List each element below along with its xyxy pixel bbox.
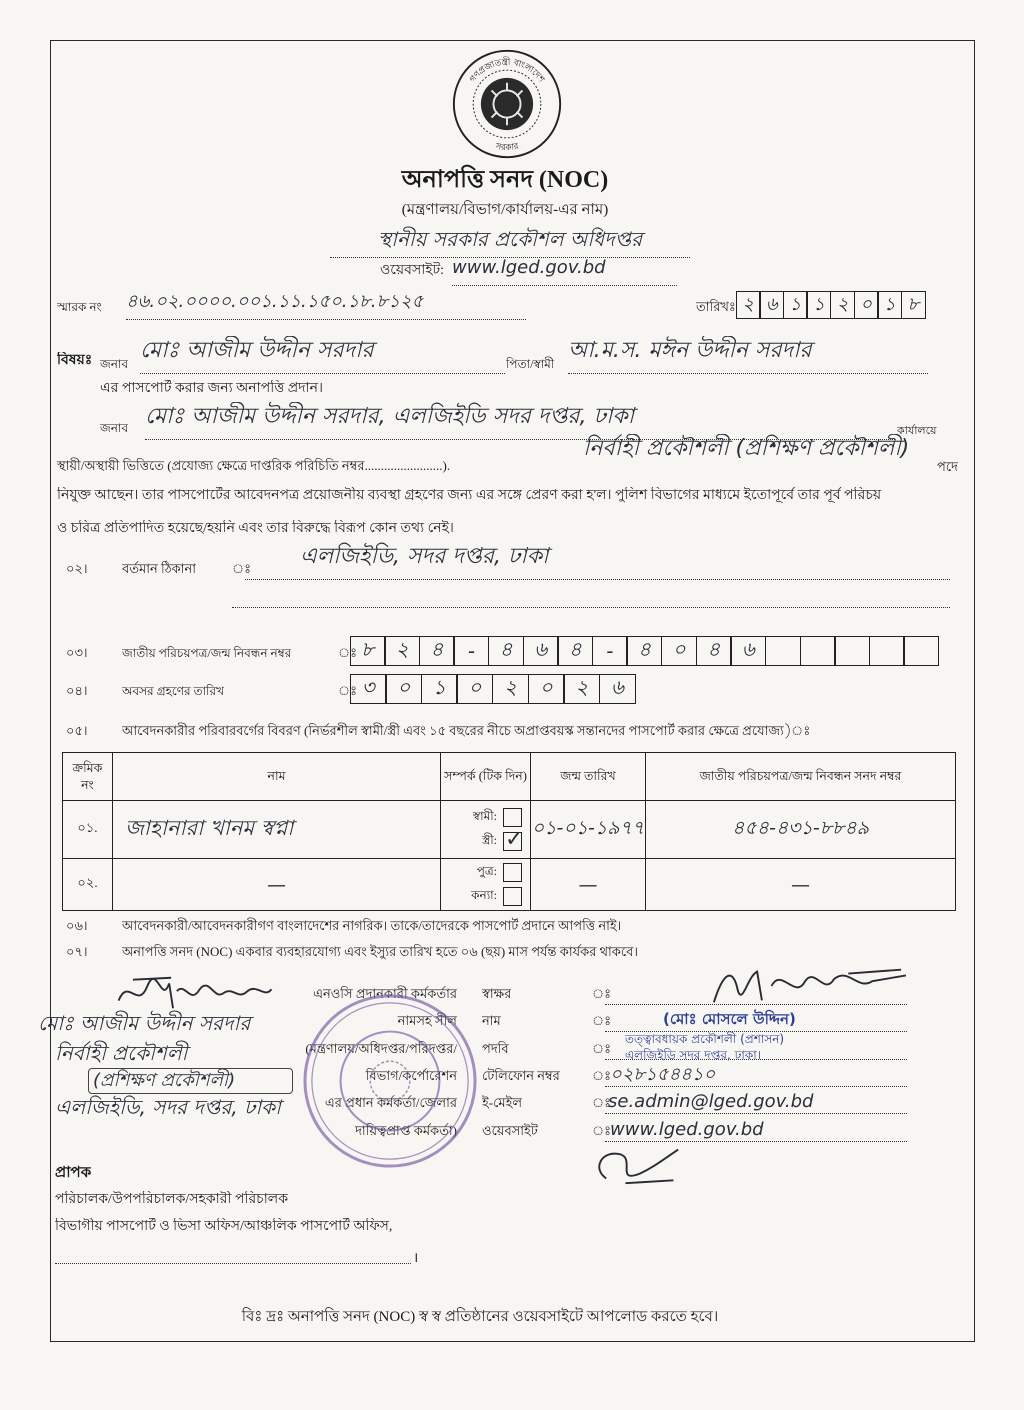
field-colon: ঃ <box>592 986 612 1001</box>
date-boxes <box>737 291 926 319</box>
date-digit-box: ২ <box>736 291 761 319</box>
dob-cell: — <box>531 859 646 911</box>
designation: নির্বাহী প্রকৌশলী (প্রশিক্ষণ প্রকৌশলী) <box>583 436 910 461</box>
retirement-colon: ঃ <box>338 683 358 698</box>
seal-top-text-path: গণপ্রজাতন্ত্রী বাংলাদেশ <box>468 57 546 85</box>
body-mr-label: জনাব <box>100 421 129 435</box>
relation-label: স্ত্রী: <box>481 832 497 847</box>
stamp-outer-ring <box>305 996 475 1166</box>
office-suffix: কার্যালয়ে <box>897 425 937 437</box>
relation-checkbox <box>503 887 522 906</box>
relation-checkbox <box>503 832 522 851</box>
date-digit-box: ১ <box>806 291 831 319</box>
stamp-ring <box>312 1003 468 1159</box>
field-colon: ঃ <box>592 1041 612 1056</box>
member-name-cell: — <box>113 859 441 911</box>
serial-header: ক্রমিক নং <box>63 753 113 801</box>
nid-digit-box: ৮ <box>350 636 386 666</box>
validity-statement: অনাপত্তি সনদ (NOC) একবার ব্যবহারযোগ্য এবং ইস্যুর তারিখ হতে ০৬ (ছয়) মাস পর্যন্ত কার্যকর থাকবে। <box>122 944 638 959</box>
footer-note: বিঃ দ্রঃ অনাপত্তি সনদ (NOC) স্ব স্ব প্রতিষ্ঠানের ওয়েবসাইটে আপলোড করতে হবে। <box>241 1309 719 1325</box>
nid-digit-box <box>903 636 939 666</box>
recipient-line-1: পরিচালক/উপপরিচালক/সহকারী পরিচালক <box>55 1192 289 1207</box>
nid-label: জাতীয় পরিচয়পত্র/জন্ম নিবন্ধন নম্বর <box>122 646 292 660</box>
stamp-inner-ring <box>341 1032 440 1131</box>
seal-label-line: এর প্রধান কর্মকর্তা/জেলার <box>324 1095 457 1110</box>
nid-digit-box: ৪ <box>626 636 662 666</box>
nid-digit-box <box>869 636 905 666</box>
issuer-email: se.admin@lged.gov.bd <box>608 1091 814 1112</box>
office-name: স্থানীয় সরকার প্রকৌশল অধিদপ্তর <box>330 226 690 258</box>
table-row <box>63 801 956 859</box>
address-value: এলজিইডি, সদর দপ্তর, ঢাকা <box>245 542 950 580</box>
date-digit-box: ১ <box>877 291 902 319</box>
retirement-digit-box: ৬ <box>599 674 636 704</box>
nid-boxes <box>351 636 939 666</box>
serial-cell: ০১. <box>63 801 113 859</box>
document-subtitle: (মন্ত্রণালয়/বিভাগ/কার্যালয়-এর নাম) <box>401 202 609 218</box>
date-digit-box: ৬ <box>759 291 784 319</box>
applicant-name: মোঃ আজীম উদ্দীন সরদার <box>140 336 505 374</box>
seal-label-line: নামসহ সীল <box>397 1013 457 1028</box>
field-label: ই-মেইল <box>482 1095 523 1110</box>
retirement-digit-box: ০ <box>385 674 422 704</box>
date-digit-box: ২ <box>830 291 855 319</box>
table-header-row <box>63 753 956 801</box>
purple-office-stamp <box>300 992 480 1172</box>
government-seal <box>448 46 566 164</box>
initials-stroke <box>599 1150 678 1184</box>
website-label: ওয়েবসাইট: <box>380 263 445 278</box>
document-title: অনাপত্তি সনদ (NOC) <box>401 167 609 193</box>
relation-option <box>441 830 530 854</box>
nid-header: জাতীয় পরিচয়পত্র/জন্ম নিবন্ধন সনদ নম্বর <box>646 753 956 801</box>
field-colon: ঃ <box>592 1068 612 1083</box>
table-row <box>63 859 956 911</box>
field-colon: ঃ <box>592 1123 612 1138</box>
father-name: আ.ম.স. মঈন উদ্দীন সরদার <box>568 336 928 374</box>
recipient-line-2: বিভাগীয় পাসপোর্ট ও ভিসা অফিস/আঞ্চলিক পাসপোর্ট অফিস, <box>55 1219 393 1234</box>
member-nid-cell: — <box>646 859 956 911</box>
father-label: পিতা/স্বামী <box>506 357 555 371</box>
nid-digit-box <box>834 636 870 666</box>
date-digit-box: ৮ <box>901 291 926 319</box>
field-label: ওয়েবসাইট <box>482 1123 538 1138</box>
nid-digit-box: ৪ <box>696 636 732 666</box>
relation-checkbox <box>503 808 522 827</box>
recipient-label: প্রাপক <box>55 1165 92 1181</box>
relation-option <box>441 861 530 885</box>
member-nid-cell: ৪৫৪-৪৩১-৮৮৪৯ <box>646 801 956 859</box>
seal-label-line: এনওসি প্রদানকারী কর্মকর্তার <box>313 986 457 1001</box>
address-second-line <box>232 598 950 608</box>
retirement-digit-box: ২ <box>492 674 529 704</box>
signature-stroke <box>714 970 906 1003</box>
relation-header: সম্পর্ক (টিক দিন) <box>441 753 531 801</box>
relation-cell <box>441 801 531 859</box>
issuer-initials <box>585 1140 685 1190</box>
retirement-date-boxes <box>351 674 636 704</box>
item-03-number: ০৩। <box>66 645 88 660</box>
date-label: তারিখঃ <box>696 299 736 314</box>
nid-digit-box: ৪ <box>488 636 524 666</box>
retirement-digit-box: ০ <box>528 674 565 704</box>
relation-label: পুত্র: <box>476 863 497 878</box>
attestation-office: এলজিইডি, সদর দপ্তর, ঢাকা <box>55 1095 281 1119</box>
website-value: www.lged.gov.bd <box>452 256 677 286</box>
seal-label-line: দায়িত্বপ্রাপ্ত কর্মকর্তা) <box>355 1123 457 1138</box>
issuer-office: এলজিইডি সদর দপ্তর, ঢাকা। <box>625 1048 762 1062</box>
paragraph-line-1: নিযুক্ত আছেন। তার পাসপোর্টের আবেদনপত্র প্রয়োজনীয় ব্যবস্থা গ্রহণের জন্য এর সঙ্গে প্রেরণ করা হ'ল। পুলিশ বিভাগের মাধ্যমে ইতোপূর্বে তার পূর্ব পরিচয় <box>57 488 882 503</box>
nid-digit-box: ৪ <box>557 636 593 666</box>
attestation-name: মোঃ আজীম উদ্দীন সরদার <box>38 1011 251 1035</box>
seal-bottom-text-path: সরকার <box>494 141 520 154</box>
item-06-number: ০৬। <box>66 918 88 933</box>
paragraph-line-2: ও চরিত্র প্রতিপাদিত হয়েছে/হয়নি এবং তার বিরুদ্ধে বিরূপ কোন তথ্য নেই। <box>57 521 454 536</box>
nid-digit-box: ২ <box>384 636 420 666</box>
nid-digit-box <box>800 636 836 666</box>
subject-label: বিষয়ঃ <box>57 353 93 368</box>
nid-digit-box: - <box>592 636 628 666</box>
dob-cell: ০১-০১-১৯৭৭ <box>531 801 646 859</box>
recipient-line-end: । <box>413 1251 419 1266</box>
nid-digit-box: ৬ <box>523 636 559 666</box>
family-description: আবেদনকারীর পরিবারবর্গের বিবরণ (নির্ভরশীল স্বামী/স্ত্রী এবং ১৫ বছরের নীচে অপ্রাপ্তবয়স্ক সন্তানদের পাসপোর্ট করার ক্ষেত্রে প্রযোজ্য)ঃ <box>122 723 811 738</box>
item-05-number: ০৫। <box>66 723 88 738</box>
nid-digit-box <box>765 636 801 666</box>
applicant-office: মোঃ আজীম উদ্দীন সরদার, এলজিইডি সদর দপ্তর, ঢাকা <box>145 402 895 440</box>
seal-label-line: (মন্ত্রণালয়/অধিদপ্তর/পরিদপ্তর/ <box>305 1041 457 1056</box>
nid-digit-box: - <box>453 636 489 666</box>
field-colon: ঃ <box>592 1013 612 1028</box>
issuer-name: (মোঃ মোসলে উদ্দিন) <box>663 1010 796 1028</box>
subject-mr-label: জনাব <box>100 357 129 371</box>
field-label: পদবি <box>482 1041 509 1056</box>
nid-digit-box: ৬ <box>730 636 766 666</box>
field-colon: ঃ <box>592 1095 612 1110</box>
nid-colon: ঃ <box>338 645 358 660</box>
stamp-center <box>370 1061 410 1101</box>
address-label: বর্তমান ঠিকানা <box>122 561 197 576</box>
memo-label: স্মারক নং <box>57 300 102 314</box>
retirement-digit-box: ০ <box>456 674 493 704</box>
item-07-number: ০৭। <box>66 944 88 959</box>
issuer-website: www.lged.gov.bd <box>610 1119 764 1140</box>
recipient-dotted-line <box>55 1250 411 1264</box>
retirement-digit-box: ৩ <box>350 674 387 704</box>
memo-number: ৪৬.০২.০০০০.০০১.১১.১৫০.১৮.৮১২৫ <box>126 290 526 320</box>
issuer-designation: তত্ত্বাবধায়ক প্রকৌশলী (প্রশাসন) <box>625 1032 785 1046</box>
attestation-role: (প্রশিক্ষণ প্রকৌশলী) <box>88 1068 293 1094</box>
nid-digit-box: ৪ <box>419 636 455 666</box>
relation-checkbox <box>503 863 522 882</box>
designation-suffix: পদে <box>937 459 958 474</box>
seal-bottom-text <box>494 141 521 153</box>
retirement-digit-box: ১ <box>421 674 458 704</box>
serial-cell: ০২. <box>63 859 113 911</box>
relation-option <box>441 885 530 909</box>
seal-label-line: বিভাগ/কর্পোরেশন <box>365 1068 457 1083</box>
relation-label: কন্যা: <box>471 887 497 902</box>
nid-digit-box: ০ <box>661 636 697 666</box>
attestation-designation: নির্বাহী প্রকৌশলী <box>55 1041 188 1065</box>
item-02-number: ০২। <box>66 561 88 576</box>
retirement-label: অবসর গ্রহণের তারিখ <box>122 684 224 698</box>
date-digit-box: ০ <box>854 291 879 319</box>
relation-cell <box>441 859 531 911</box>
basis-text: স্থায়ী/অস্থায়ী ভিত্তিতে (প্রযোজ্য ক্ষেত্রে দাপ্তরিক পরিচিতি নম্বর........................). <box>57 458 451 473</box>
family-table <box>62 752 956 911</box>
address-colon: ঃ <box>232 561 252 576</box>
issuer-signature <box>700 962 915 1012</box>
issuer-telephone: ০২৮১৫৪৪১০ <box>610 1064 716 1085</box>
field-label: নাম <box>482 1013 501 1028</box>
dob-header: জন্ম তারিখ <box>531 753 646 801</box>
relation-option <box>441 806 530 830</box>
signature-stroke <box>119 978 272 1009</box>
field-label: টেলিফোন নম্বর <box>482 1068 560 1083</box>
member-name-cell: জাহানারা খানম স্বপ্না <box>113 801 441 859</box>
item-04-number: ০৪। <box>66 683 88 698</box>
relation-label: স্বামী: <box>472 808 497 823</box>
subject-line2: এর পাসপোর্ট করার জন্য অনাপত্তি প্রদান। <box>100 381 323 396</box>
citizen-statement: আবেদনকারী/আবেদনকারীগণ বাংলাদেশের নাগরিক। তাকে/তাদেরকে পাসপোর্ট প্রদানে আপত্তি নাই। <box>122 918 622 933</box>
retirement-digit-box: ২ <box>563 674 600 704</box>
name-header: নাম <box>113 753 441 801</box>
field-label: স্বাক্ষর <box>482 986 512 1001</box>
date-digit-box: ১ <box>783 291 808 319</box>
